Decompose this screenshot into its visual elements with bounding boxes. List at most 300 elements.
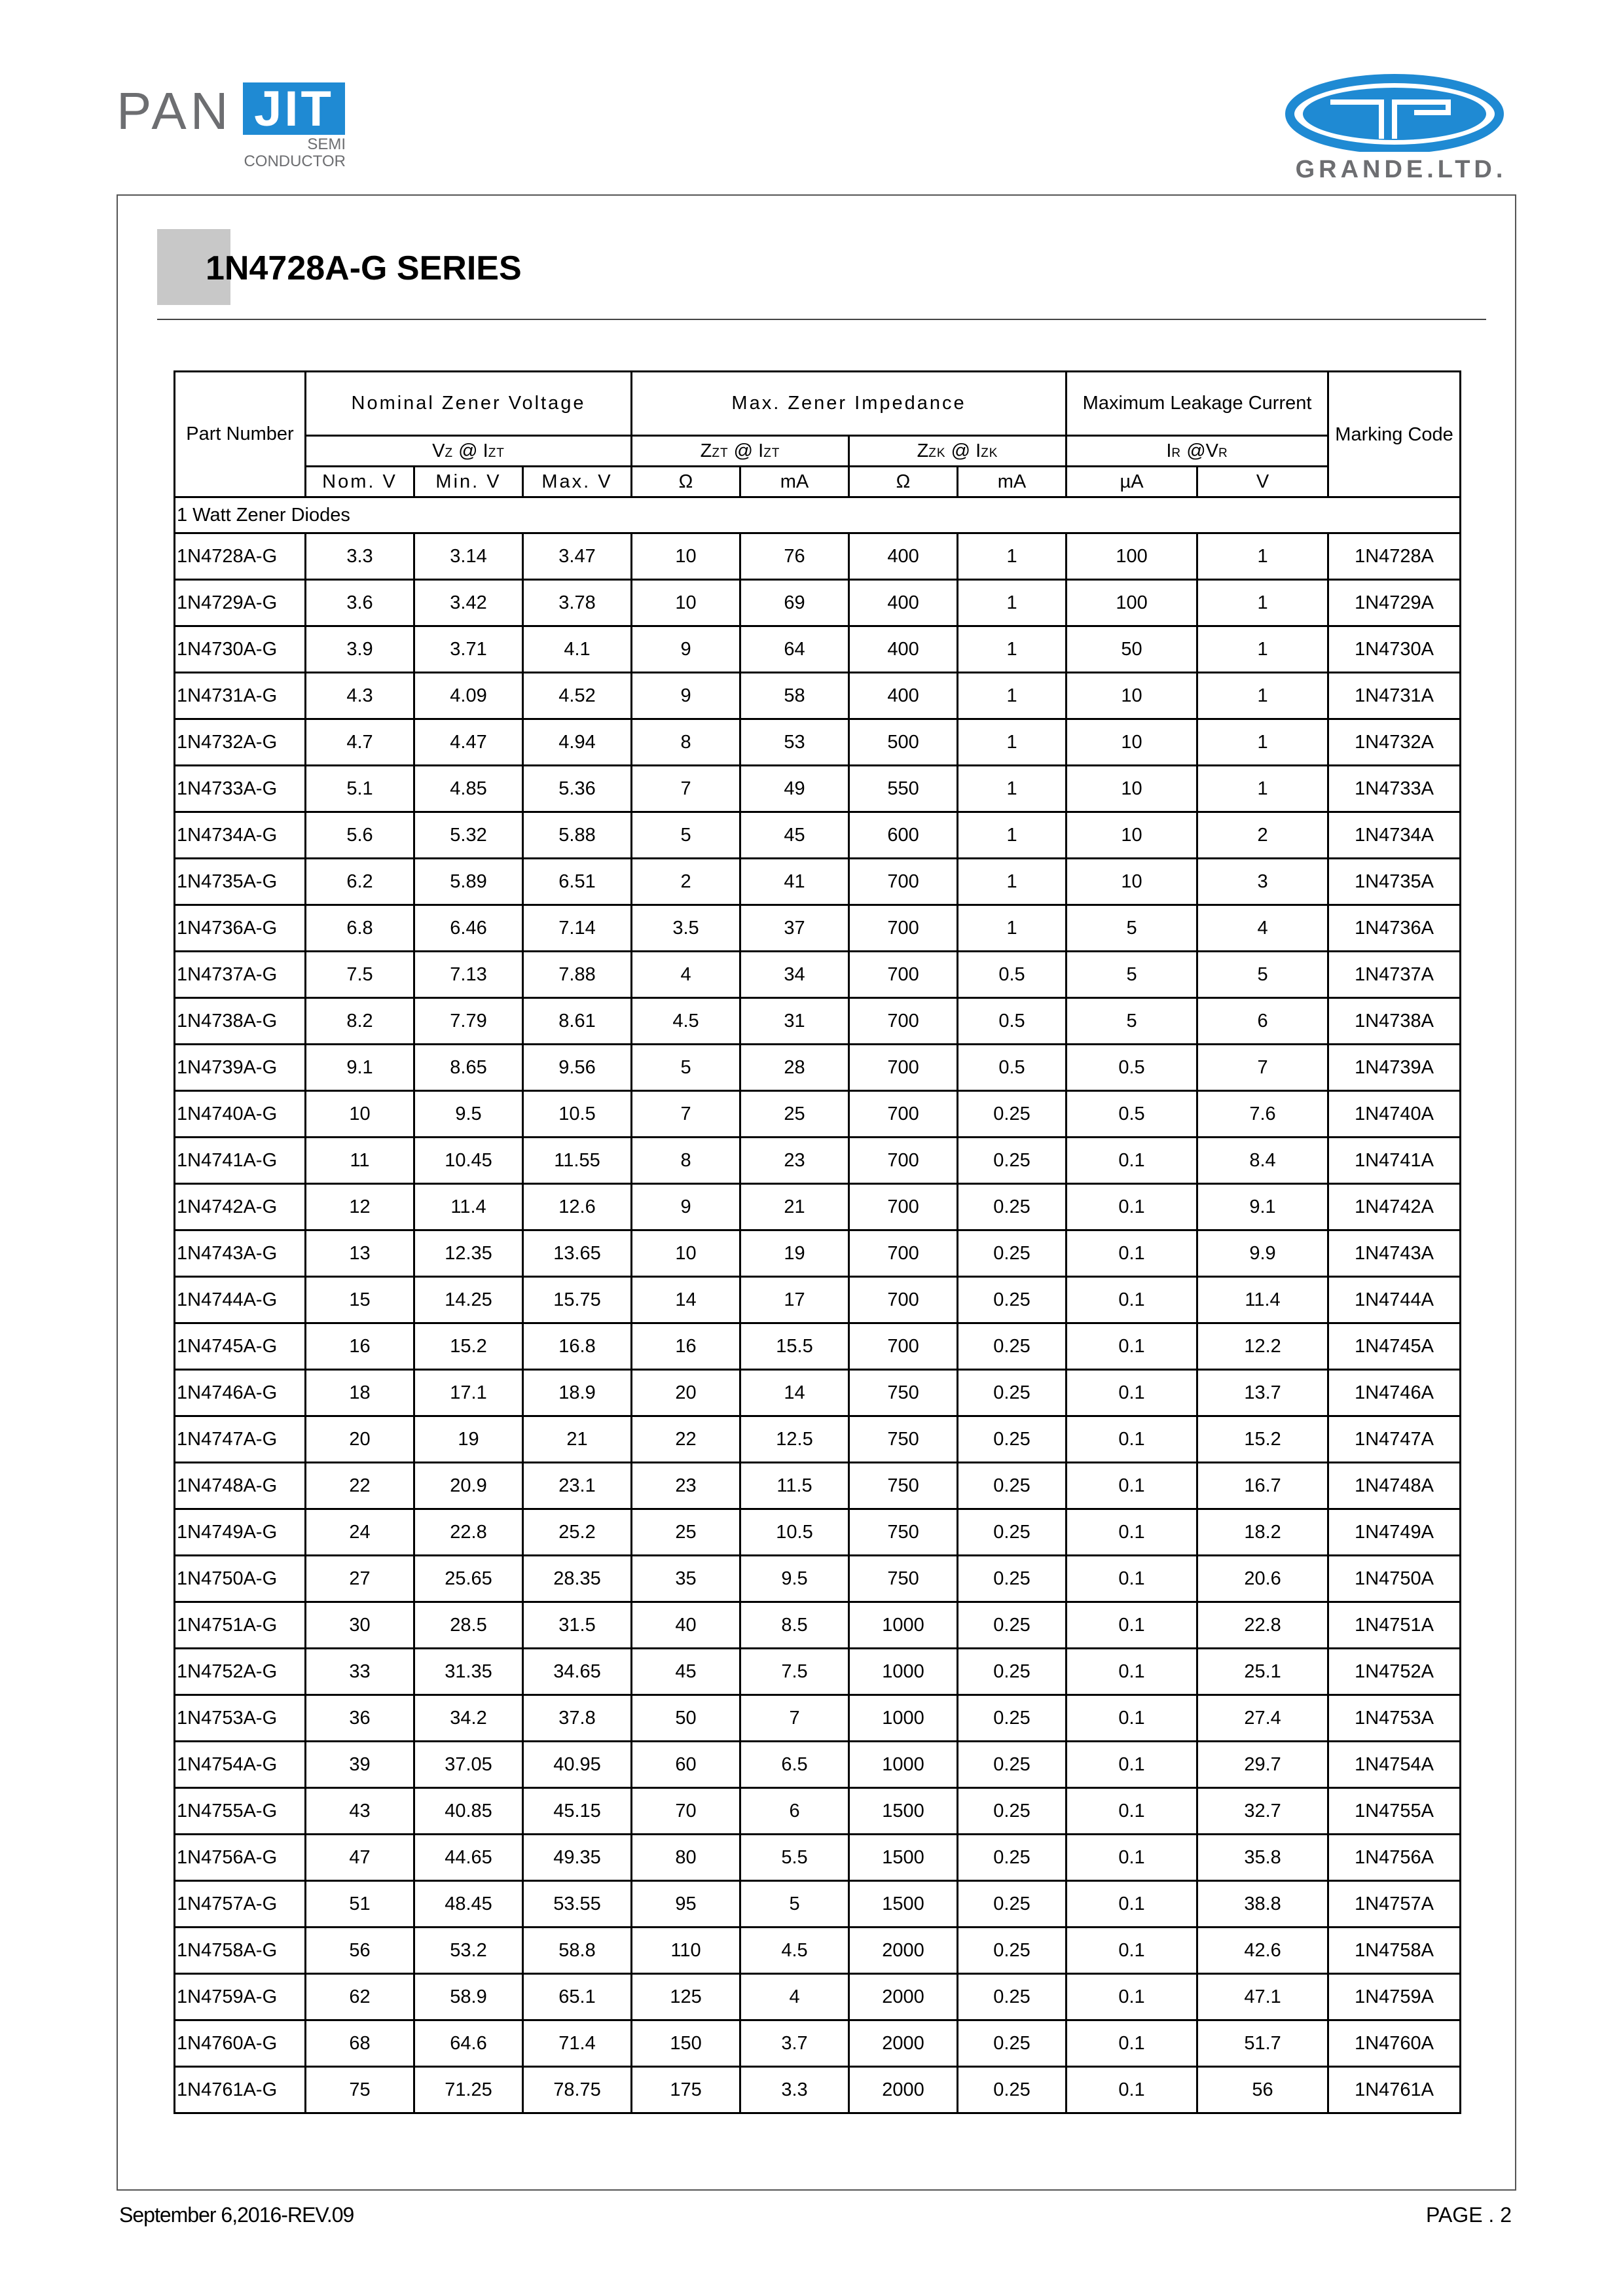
cell-vr: 13.7	[1197, 1370, 1328, 1416]
cell-marking-code: 1N4742A	[1328, 1184, 1461, 1230]
cell-max-v: 3.78	[523, 580, 632, 626]
table-row	[175, 905, 1461, 952]
cell-zzk: 750	[849, 1556, 958, 1602]
cell-part-number: 1N4755A-G	[175, 1788, 306, 1835]
cell-min-v: 6.46	[414, 905, 523, 952]
table-row	[175, 1184, 1461, 1230]
cell-izt: 31	[740, 998, 849, 1045]
cell-min-v: 3.42	[414, 580, 523, 626]
cell-izt: 69	[740, 580, 849, 626]
cell-vr: 1	[1197, 580, 1328, 626]
cell-nom-v: 56	[306, 1928, 414, 1974]
footer-page-number: PAGE . 2	[1425, 2203, 1512, 2227]
cell-zzt: 8	[632, 1138, 740, 1184]
table-row	[175, 998, 1461, 1045]
cell-marking-code: 1N4746A	[1328, 1370, 1461, 1416]
cell-izt: 5.5	[740, 1835, 849, 1881]
grande-logo-emblem	[1283, 73, 1519, 152]
panjit-logo	[117, 77, 352, 175]
cell-vr: 27.4	[1197, 1695, 1328, 1742]
cell-nom-v: 47	[306, 1835, 414, 1881]
cell-part-number: 1N4740A-G	[175, 1091, 306, 1138]
cell-zzk: 2000	[849, 2020, 958, 2067]
cell-marking-code: 1N4761A	[1328, 2067, 1461, 2113]
header-nominal-zener-voltage: Nominal Zener Voltage	[306, 372, 632, 436]
cell-part-number: 1N4736A-G	[175, 905, 306, 952]
cell-izt: 9.5	[740, 1556, 849, 1602]
cell-max-v: 18.9	[523, 1370, 632, 1416]
cell-zzt: 150	[632, 2020, 740, 2067]
table-row	[175, 1509, 1461, 1556]
table-row	[175, 859, 1461, 905]
cell-zzt: 80	[632, 1835, 740, 1881]
cell-min-v: 44.65	[414, 1835, 523, 1881]
cell-nom-v: 5.6	[306, 812, 414, 859]
cell-izk: 0.25	[958, 1370, 1067, 1416]
cell-min-v: 3.14	[414, 533, 523, 580]
cell-zzt: 110	[632, 1928, 740, 1974]
header-row-units	[175, 467, 1461, 497]
cell-zzt: 60	[632, 1742, 740, 1788]
cell-max-v: 4.52	[523, 673, 632, 719]
cell-marking-code: 1N4745A	[1328, 1323, 1461, 1370]
cell-ir: 10	[1067, 766, 1197, 812]
cell-zzt: 10	[632, 1230, 740, 1277]
cell-vr: 35.8	[1197, 1835, 1328, 1881]
cell-max-v: 49.35	[523, 1835, 632, 1881]
unit-izk-ma: mA	[958, 467, 1067, 497]
cell-min-v: 3.71	[414, 626, 523, 673]
cell-max-v: 11.55	[523, 1138, 632, 1184]
cell-izt: 8.5	[740, 1602, 849, 1649]
cell-zzt: 5	[632, 812, 740, 859]
cell-min-v: 7.79	[414, 998, 523, 1045]
cell-ir: 0.1	[1067, 1463, 1197, 1509]
cell-ir: 0.1	[1067, 1788, 1197, 1835]
cell-vr: 38.8	[1197, 1881, 1328, 1928]
cell-zzt: 4	[632, 952, 740, 998]
cell-izt: 17	[740, 1277, 849, 1323]
unit-izt-ma: mA	[740, 467, 849, 497]
cell-izt: 7.5	[740, 1649, 849, 1695]
cell-marking-code: 1N4739A	[1328, 1045, 1461, 1091]
panjit-logo-conductor: CONDUCTOR	[244, 152, 346, 170]
cell-marking-code: 1N4758A	[1328, 1928, 1461, 1974]
cell-vr: 18.2	[1197, 1509, 1328, 1556]
cell-nom-v: 43	[306, 1788, 414, 1835]
cell-nom-v: 15	[306, 1277, 414, 1323]
cell-zzk: 700	[849, 952, 958, 998]
cell-marking-code: 1N4752A	[1328, 1649, 1461, 1695]
cell-zzk: 750	[849, 1370, 958, 1416]
header-max-zener-impedance: Max. Zener Impedance	[632, 372, 1067, 436]
cell-max-v: 58.8	[523, 1928, 632, 1974]
cell-part-number: 1N4747A-G	[175, 1416, 306, 1463]
cell-izt: 37	[740, 905, 849, 952]
cell-zzk: 1500	[849, 1881, 958, 1928]
cell-nom-v: 16	[306, 1323, 414, 1370]
cell-izk: 0.25	[958, 1835, 1067, 1881]
cell-zzk: 1000	[849, 1602, 958, 1649]
cell-ir: 0.1	[1067, 1277, 1197, 1323]
cell-izk: 0.25	[958, 1277, 1067, 1323]
cell-nom-v: 13	[306, 1230, 414, 1277]
unit-vr-v: V	[1197, 467, 1328, 497]
panjit-logo-pan: PAN	[117, 82, 232, 140]
cell-izt: 76	[740, 533, 849, 580]
cell-min-v: 25.65	[414, 1556, 523, 1602]
cell-izk: 0.5	[958, 1045, 1067, 1091]
cell-izk: 0.25	[958, 2020, 1067, 2067]
cell-part-number: 1N4744A-G	[175, 1277, 306, 1323]
table-row	[175, 626, 1461, 673]
cell-izk: 0.25	[958, 1695, 1067, 1742]
cell-zzt: 7	[632, 766, 740, 812]
cell-marking-code: 1N4732A	[1328, 719, 1461, 766]
cell-ir: 0.1	[1067, 1370, 1197, 1416]
cell-vr: 9.9	[1197, 1230, 1328, 1277]
cell-part-number: 1N4733A-G	[175, 766, 306, 812]
cell-nom-v: 20	[306, 1416, 414, 1463]
cell-part-number: 1N4751A-G	[175, 1602, 306, 1649]
cell-marking-code: 1N4747A	[1328, 1416, 1461, 1463]
cell-vr: 56	[1197, 2067, 1328, 2113]
cell-izt: 53	[740, 719, 849, 766]
cell-part-number: 1N4737A-G	[175, 952, 306, 998]
cell-min-v: 17.1	[414, 1370, 523, 1416]
cell-ir: 5	[1067, 905, 1197, 952]
cell-part-number: 1N4750A-G	[175, 1556, 306, 1602]
cell-ir: 0.1	[1067, 1742, 1197, 1788]
cell-max-v: 4.1	[523, 626, 632, 673]
cell-zzk: 1000	[849, 1649, 958, 1695]
cell-ir: 0.1	[1067, 1509, 1197, 1556]
cell-izt: 25	[740, 1091, 849, 1138]
cell-part-number: 1N4760A-G	[175, 2020, 306, 2067]
cell-part-number: 1N4729A-G	[175, 580, 306, 626]
cell-vr: 22.8	[1197, 1602, 1328, 1649]
cell-marking-code: 1N4748A	[1328, 1463, 1461, 1509]
cell-nom-v: 6.2	[306, 859, 414, 905]
cell-zzt: 125	[632, 1974, 740, 2020]
cell-zzk: 500	[849, 719, 958, 766]
grande-logo-text: GRANDE.LTD.	[1295, 156, 1507, 183]
cell-vr: 1	[1197, 626, 1328, 673]
cell-ir: 10	[1067, 719, 1197, 766]
cell-zzk: 1500	[849, 1835, 958, 1881]
cell-vr: 16.7	[1197, 1463, 1328, 1509]
cell-marking-code: 1N4756A	[1328, 1835, 1461, 1881]
cell-izk: 0.5	[958, 952, 1067, 998]
cell-ir: 10	[1067, 673, 1197, 719]
cell-vr: 2	[1197, 812, 1328, 859]
cell-vr: 25.1	[1197, 1649, 1328, 1695]
cell-izk: 0.25	[958, 1742, 1067, 1788]
cell-izk: 0.5	[958, 998, 1067, 1045]
cell-ir: 0.1	[1067, 1835, 1197, 1881]
cell-vr: 1	[1197, 533, 1328, 580]
cell-izk: 0.25	[958, 1463, 1067, 1509]
cell-part-number: 1N4738A-G	[175, 998, 306, 1045]
cell-izt: 6	[740, 1788, 849, 1835]
cell-izk: 1	[958, 533, 1067, 580]
cell-ir: 5	[1067, 998, 1197, 1045]
cell-zzt: 4.5	[632, 998, 740, 1045]
cell-nom-v: 62	[306, 1974, 414, 2020]
cell-part-number: 1N4753A-G	[175, 1695, 306, 1742]
cell-vr: 7.6	[1197, 1091, 1328, 1138]
cell-izt: 4	[740, 1974, 849, 2020]
cell-izt: 19	[740, 1230, 849, 1277]
cell-zzt: 10	[632, 580, 740, 626]
table-row	[175, 766, 1461, 812]
cell-izk: 0.25	[958, 1928, 1067, 1974]
cell-min-v: 5.89	[414, 859, 523, 905]
cell-vr: 15.2	[1197, 1416, 1328, 1463]
cell-marking-code: 1N4728A	[1328, 533, 1461, 580]
cell-izt: 15.5	[740, 1323, 849, 1370]
cell-nom-v: 39	[306, 1742, 414, 1788]
cell-marking-code: 1N4754A	[1328, 1742, 1461, 1788]
cell-zzt: 9	[632, 626, 740, 673]
cell-ir: 0.1	[1067, 1230, 1197, 1277]
cell-min-v: 22.8	[414, 1509, 523, 1556]
cell-max-v: 4.94	[523, 719, 632, 766]
cell-izt: 58	[740, 673, 849, 719]
table-row	[175, 719, 1461, 766]
panjit-logo-semi: SEMI	[307, 135, 346, 153]
table-row	[175, 812, 1461, 859]
table-row	[175, 1230, 1461, 1277]
cell-zzt: 50	[632, 1695, 740, 1742]
cell-part-number: 1N4742A-G	[175, 1184, 306, 1230]
cell-ir: 0.1	[1067, 2020, 1197, 2067]
cell-zzt: 20	[632, 1370, 740, 1416]
header-row-1	[175, 372, 1461, 436]
header-vz-izt: VZ @ IZT	[306, 436, 632, 467]
cell-izt: 45	[740, 812, 849, 859]
cell-zzk: 700	[849, 1045, 958, 1091]
cell-zzt: 3.5	[632, 905, 740, 952]
cell-max-v: 37.8	[523, 1695, 632, 1742]
cell-zzk: 2000	[849, 1974, 958, 2020]
cell-min-v: 8.65	[414, 1045, 523, 1091]
cell-part-number: 1N4730A-G	[175, 626, 306, 673]
table-row	[175, 1091, 1461, 1138]
cell-min-v: 64.6	[414, 2020, 523, 2067]
cell-marking-code: 1N4743A	[1328, 1230, 1461, 1277]
cell-min-v: 20.9	[414, 1463, 523, 1509]
cell-max-v: 34.65	[523, 1649, 632, 1695]
cell-vr: 47.1	[1197, 1974, 1328, 2020]
cell-zzk: 550	[849, 766, 958, 812]
cell-izt: 28	[740, 1045, 849, 1091]
cell-ir: 5	[1067, 952, 1197, 998]
cell-zzk: 700	[849, 859, 958, 905]
cell-izt: 34	[740, 952, 849, 998]
cell-min-v: 4.47	[414, 719, 523, 766]
cell-izk: 0.25	[958, 1416, 1067, 1463]
cell-zzk: 400	[849, 673, 958, 719]
cell-nom-v: 3.6	[306, 580, 414, 626]
cell-vr: 1	[1197, 719, 1328, 766]
cell-max-v: 7.88	[523, 952, 632, 998]
table-row	[175, 1881, 1461, 1928]
cell-nom-v: 3.3	[306, 533, 414, 580]
cell-izk: 1	[958, 673, 1067, 719]
cell-ir: 0.1	[1067, 1138, 1197, 1184]
table-row	[175, 1649, 1461, 1695]
cell-marking-code: 1N4738A	[1328, 998, 1461, 1045]
cell-part-number: 1N4739A-G	[175, 1045, 306, 1091]
unit-zzk-ohm: Ω	[849, 467, 958, 497]
cell-vr: 4	[1197, 905, 1328, 952]
cell-ir: 0.1	[1067, 1649, 1197, 1695]
cell-marking-code: 1N4733A	[1328, 766, 1461, 812]
cell-zzk: 400	[849, 533, 958, 580]
cell-max-v: 13.65	[523, 1230, 632, 1277]
cell-zzt: 8	[632, 719, 740, 766]
cell-min-v: 11.4	[414, 1184, 523, 1230]
table-row	[175, 2067, 1461, 2113]
cell-part-number: 1N4728A-G	[175, 533, 306, 580]
cell-nom-v: 4.3	[306, 673, 414, 719]
cell-izt: 7	[740, 1695, 849, 1742]
cell-zzk: 1000	[849, 1742, 958, 1788]
cell-nom-v: 36	[306, 1695, 414, 1742]
cell-zzt: 23	[632, 1463, 740, 1509]
cell-marking-code: 1N4729A	[1328, 580, 1461, 626]
cell-ir: 0.1	[1067, 1881, 1197, 1928]
cell-marking-code: 1N4730A	[1328, 626, 1461, 673]
cell-nom-v: 18	[306, 1370, 414, 1416]
panjit-logo-jit-box	[243, 82, 345, 135]
cell-izk: 1	[958, 580, 1067, 626]
unit-nom-v: Nom. V	[306, 467, 414, 497]
cell-marking-code: 1N4749A	[1328, 1509, 1461, 1556]
cell-nom-v: 51	[306, 1881, 414, 1928]
cell-zzt: 9	[632, 673, 740, 719]
cell-min-v: 58.9	[414, 1974, 523, 2020]
cell-min-v: 71.25	[414, 2067, 523, 2113]
cell-zzk: 400	[849, 626, 958, 673]
cell-part-number: 1N4746A-G	[175, 1370, 306, 1416]
grande-logo	[1283, 73, 1519, 191]
cell-izk: 0.25	[958, 1230, 1067, 1277]
cell-zzk: 750	[849, 1463, 958, 1509]
cell-izt: 12.5	[740, 1416, 849, 1463]
cell-vr: 51.7	[1197, 2020, 1328, 2067]
cell-zzt: 40	[632, 1602, 740, 1649]
cell-izk: 0.25	[958, 1788, 1067, 1835]
cell-ir: 10	[1067, 859, 1197, 905]
cell-min-v: 31.35	[414, 1649, 523, 1695]
cell-izk: 0.25	[958, 1091, 1067, 1138]
cell-min-v: 28.5	[414, 1602, 523, 1649]
table-row	[175, 1974, 1461, 2020]
cell-marking-code: 1N4740A	[1328, 1091, 1461, 1138]
cell-max-v: 5.36	[523, 766, 632, 812]
cell-izk: 1	[958, 812, 1067, 859]
cell-marking-code: 1N4744A	[1328, 1277, 1461, 1323]
cell-zzk: 750	[849, 1509, 958, 1556]
cell-part-number: 1N4759A-G	[175, 1974, 306, 2020]
cell-max-v: 45.15	[523, 1788, 632, 1835]
table-row	[175, 673, 1461, 719]
cell-part-number: 1N4743A-G	[175, 1230, 306, 1277]
cell-zzk: 700	[849, 905, 958, 952]
unit-zzt-ohm: Ω	[632, 467, 740, 497]
cell-zzk: 700	[849, 1184, 958, 1230]
cell-zzk: 400	[849, 580, 958, 626]
table-row	[175, 1323, 1461, 1370]
cell-min-v: 4.09	[414, 673, 523, 719]
cell-izt: 3.3	[740, 2067, 849, 2113]
cell-izt: 14	[740, 1370, 849, 1416]
table-row	[175, 1928, 1461, 1974]
table-row	[175, 2020, 1461, 2067]
cell-nom-v: 10	[306, 1091, 414, 1138]
cell-izk: 0.25	[958, 1556, 1067, 1602]
cell-ir: 50	[1067, 626, 1197, 673]
cell-zzk: 700	[849, 1277, 958, 1323]
cell-izt: 64	[740, 626, 849, 673]
cell-ir: 0.1	[1067, 1556, 1197, 1602]
cell-max-v: 10.5	[523, 1091, 632, 1138]
section-row	[175, 497, 1461, 533]
cell-nom-v: 6.8	[306, 905, 414, 952]
header-part-number: Part Number	[175, 372, 306, 497]
cell-zzk: 700	[849, 1230, 958, 1277]
cell-min-v: 10.45	[414, 1138, 523, 1184]
cell-marking-code: 1N4731A	[1328, 673, 1461, 719]
cell-max-v: 12.6	[523, 1184, 632, 1230]
table-row	[175, 533, 1461, 580]
cell-ir: 100	[1067, 580, 1197, 626]
cell-izt: 6.5	[740, 1742, 849, 1788]
header-max-leakage-current: Maximum Leakage Current	[1067, 372, 1328, 436]
cell-max-v: 65.1	[523, 1974, 632, 2020]
cell-vr: 6	[1197, 998, 1328, 1045]
cell-vr: 3	[1197, 859, 1328, 905]
table-row	[175, 952, 1461, 998]
page-title: 1N4728A-G SERIES	[206, 249, 522, 287]
cell-min-v: 34.2	[414, 1695, 523, 1742]
cell-zzt: 7	[632, 1091, 740, 1138]
cell-izk: 1	[958, 626, 1067, 673]
cell-zzk: 1000	[849, 1695, 958, 1742]
cell-part-number: 1N4734A-G	[175, 812, 306, 859]
title-divider	[157, 319, 1486, 320]
cell-min-v: 48.45	[414, 1881, 523, 1928]
cell-max-v: 31.5	[523, 1602, 632, 1649]
table-row	[175, 1138, 1461, 1184]
cell-vr: 32.7	[1197, 1788, 1328, 1835]
cell-zzt: 5	[632, 1045, 740, 1091]
cell-max-v: 9.56	[523, 1045, 632, 1091]
cell-part-number: 1N4757A-G	[175, 1881, 306, 1928]
cell-max-v: 23.1	[523, 1463, 632, 1509]
cell-max-v: 5.88	[523, 812, 632, 859]
cell-ir: 0.5	[1067, 1091, 1197, 1138]
cell-nom-v: 30	[306, 1602, 414, 1649]
cell-vr: 8.4	[1197, 1138, 1328, 1184]
cell-zzt: 2	[632, 859, 740, 905]
cell-max-v: 71.4	[523, 2020, 632, 2067]
header-marking-code: Marking Code	[1328, 372, 1461, 497]
cell-nom-v: 3.9	[306, 626, 414, 673]
cell-izt: 23	[740, 1138, 849, 1184]
